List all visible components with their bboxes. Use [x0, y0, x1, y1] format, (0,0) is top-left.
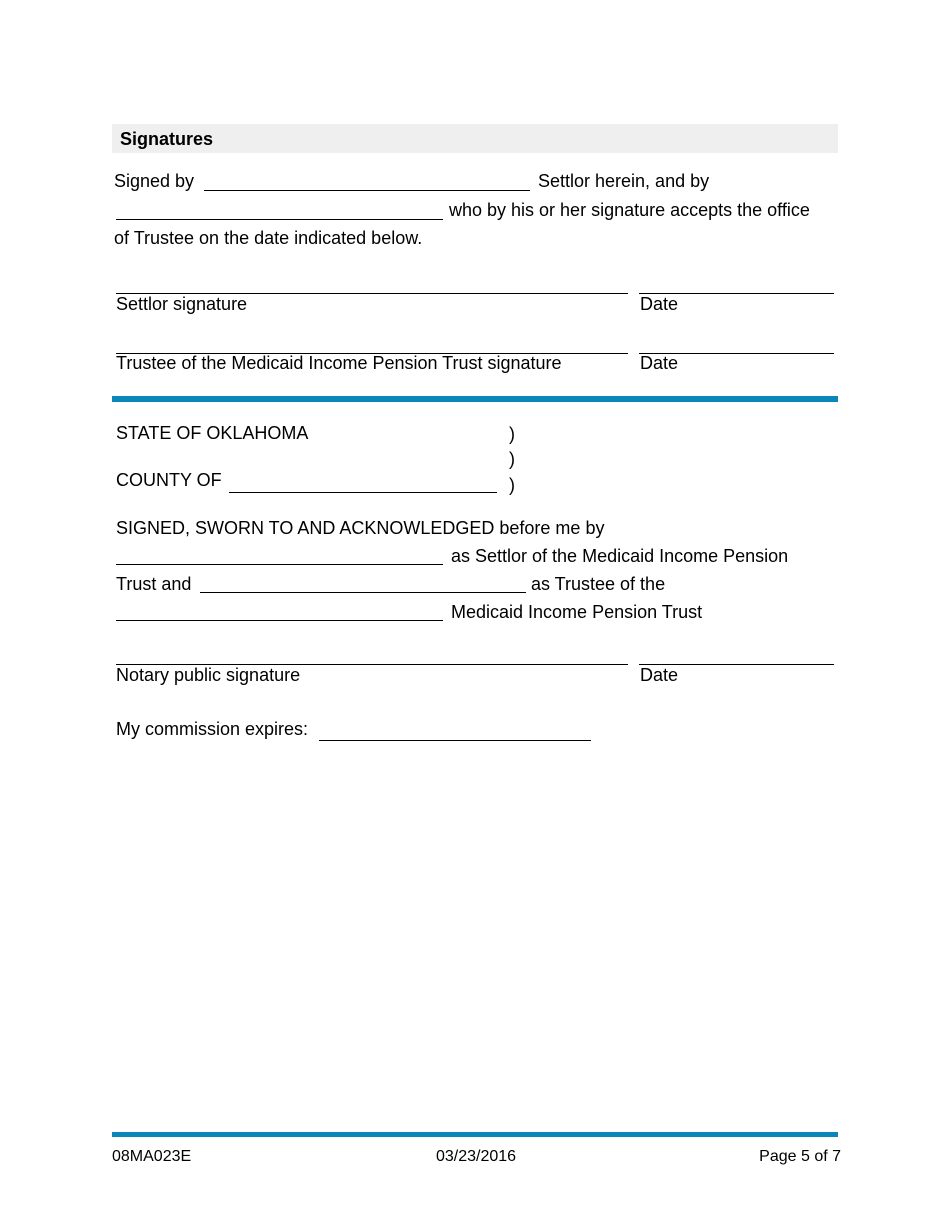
- settlor-herein-text: Settlor herein, and by: [538, 171, 710, 191]
- paren-1: ): [509, 424, 515, 444]
- footer-date: 03/23/2016: [436, 1148, 517, 1165]
- county-label: COUNTY OF: [116, 470, 222, 490]
- trustee-date-label: Date: [640, 353, 679, 373]
- as-trustee-text: as Trustee of the: [531, 574, 666, 594]
- footer-form-id: 08MA023E: [112, 1148, 192, 1165]
- notary-trust-field[interactable]: [116, 602, 443, 621]
- footer-page-number: Page 5 of 7: [759, 1148, 841, 1165]
- notary-date-field[interactable]: [639, 646, 834, 665]
- trust-and-text: Trust and: [116, 574, 192, 594]
- as-settlor-text: as Settlor of the Medicaid Income Pension: [451, 546, 789, 566]
- section-title: Signatures: [120, 129, 214, 149]
- sworn-text: SIGNED, SWORN TO AND ACKNOWLEDGED before me by: [116, 518, 605, 538]
- settlor-signature-label: Settlor signature: [116, 294, 248, 314]
- trustee-on-date-text: of Trustee on the date indicated below.: [114, 228, 423, 248]
- mipt-text: Medicaid Income Pension Trust: [451, 602, 703, 622]
- commission-expires-field[interactable]: [319, 722, 591, 741]
- trustee-signature-label: Trustee of the Medicaid Income Pension Trust signature: [116, 353, 562, 373]
- accepts-office-text: who by his or her signature accepts the office: [449, 200, 810, 220]
- county-field[interactable]: [229, 474, 497, 493]
- settlor-date-field[interactable]: [639, 275, 834, 294]
- notary-settlor-field[interactable]: [116, 546, 443, 565]
- settlor-name-field[interactable]: [204, 172, 530, 191]
- notary-signature-label: Notary public signature: [116, 665, 301, 685]
- notary-trustee-field[interactable]: [200, 574, 526, 593]
- section-header: [112, 124, 838, 153]
- settlor-date-label: Date: [640, 294, 679, 314]
- footer-divider: [112, 1132, 838, 1137]
- trustee-name-field[interactable]: [116, 201, 443, 220]
- state-label: STATE OF OKLAHOMA: [116, 423, 309, 443]
- paren-2: ): [509, 449, 515, 469]
- signed-by-text: Signed by: [114, 171, 195, 191]
- section-divider: [112, 396, 838, 402]
- notary-signature-field[interactable]: [116, 646, 628, 665]
- notary-date-label: Date: [640, 665, 679, 685]
- commission-label: My commission expires:: [116, 719, 309, 739]
- settlor-signature-field[interactable]: [116, 275, 628, 294]
- paren-3: ): [509, 475, 515, 495]
